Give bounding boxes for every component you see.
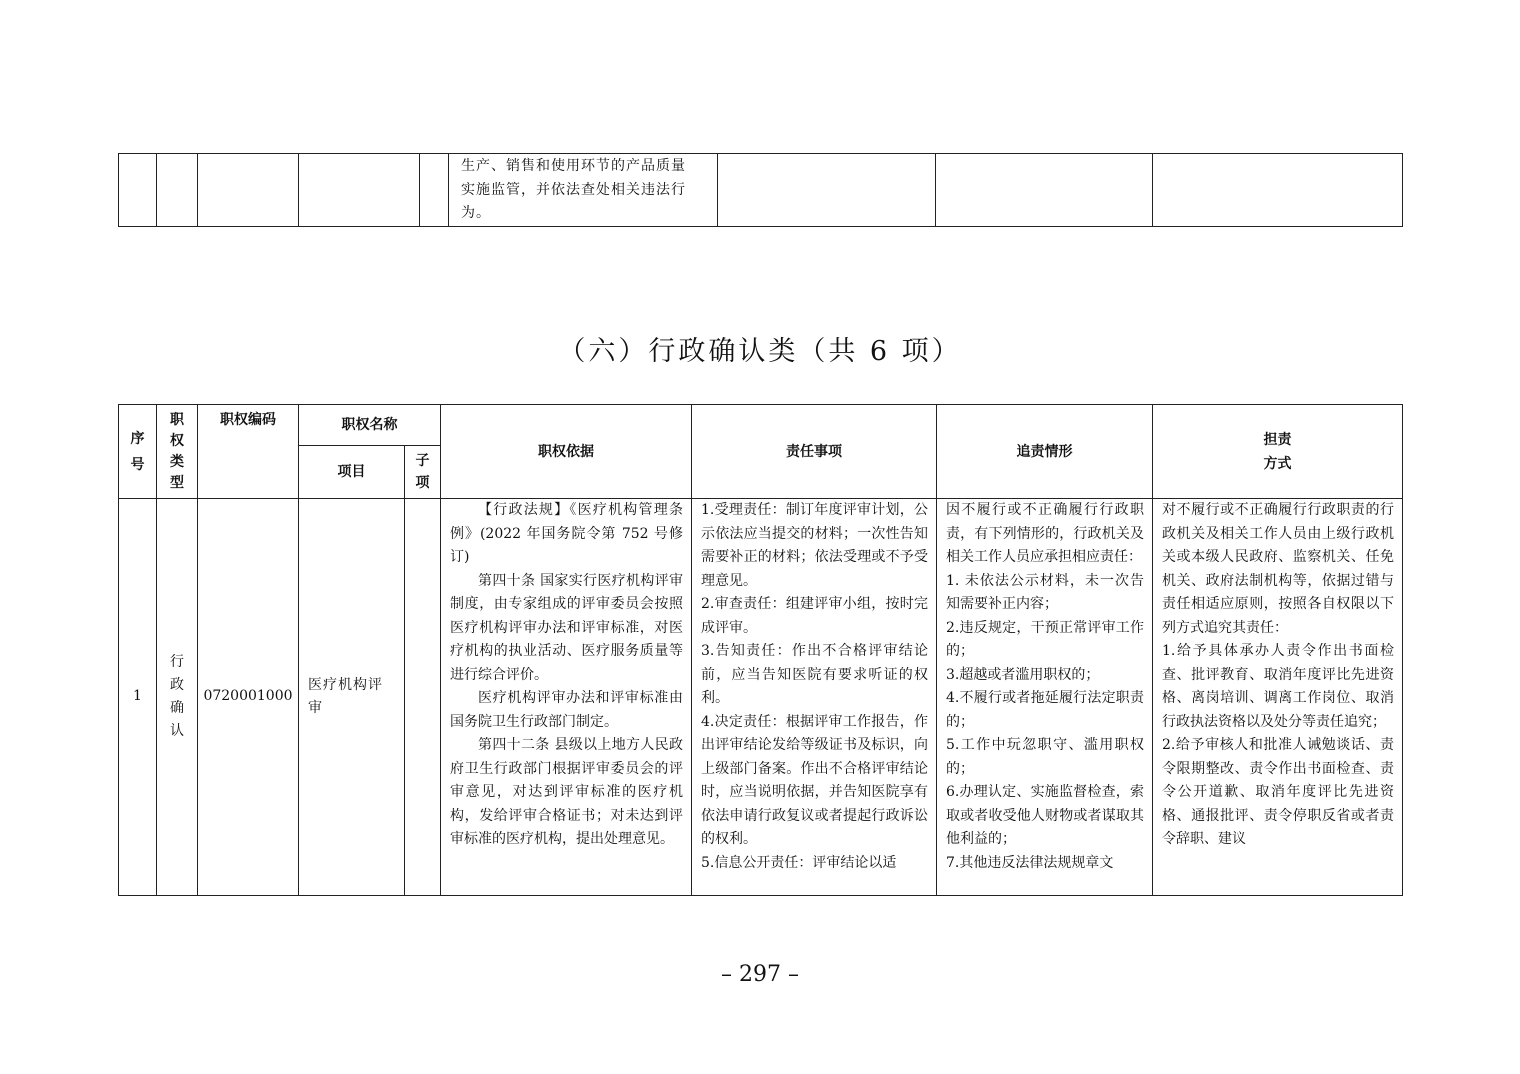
accountability-paragraph: 3.超越或者滥用职权的； (946, 666, 1100, 683)
cell-type: 行 政 确 认 (157, 499, 198, 896)
empty-cell (1153, 154, 1403, 227)
page-number: – 297 – (721, 962, 799, 987)
header-subitem: 子 项 (405, 446, 441, 499)
accountability-paragraph: 因不履行或不正确履行行政职责，有下列情形的，行政机关及相关工作人员应承担相应责任： (946, 502, 1144, 565)
basis-paragraph: 第四十二条 县级以上地方人民政府卫生行政部门根据评审委员会的评审意见，对达到评审标准的医疗机构，发给评审合格证书；对未达到评审标准的医疗机构，提出处理意见。 (450, 737, 683, 847)
responsibility-paragraph: 1.受理责任：制订年度评审计划，公示依法应当提交的材料；一次性告知需要补正的材料；依法受理或不予受理意见。 (701, 502, 928, 589)
header-method-line: 担责 (1263, 431, 1292, 448)
continued-table (118, 153, 1403, 227)
accountability-paragraph: 5.工作中玩忽职守、滥用职权的； (946, 737, 1144, 777)
cell-accountability (937, 499, 1153, 896)
continued-row (119, 154, 1403, 227)
continued-content (449, 154, 718, 227)
accountability-paragraph: 1. 未依法公示材料，未一次告知需要补正内容； (946, 572, 1144, 612)
empty-cell (718, 154, 936, 227)
accountability-paragraph: 2.违反规定，干预正常评审工作的； (946, 619, 1144, 659)
header-basis: 职权依据 (441, 405, 692, 499)
empty-cell (198, 154, 299, 227)
cell-method (1153, 499, 1403, 896)
header-item: 项目 (299, 446, 405, 499)
section-title: （六）行政确认类（共 6 项） (558, 336, 962, 367)
header-row (119, 405, 1403, 446)
cell-seq: 1 (119, 499, 157, 896)
responsibility-paragraph: 5.信息公开责任：评审结论以适 (701, 854, 897, 871)
responsibility-paragraph: 2.审查责任：组建评审小组，按时完成评审。 (701, 596, 928, 636)
cell-responsibility (692, 499, 937, 896)
content-line: 实施监管，并依法查处相关违法行 (461, 181, 686, 198)
basis-paragraph: 【行政法规】《医疗机构管理条例》(2022 年国务院令第 752 号修订) (450, 502, 683, 565)
accountability-paragraph: 7.其他违反法律法规规章文 (946, 854, 1114, 871)
header-method (1153, 405, 1403, 499)
empty-cell (119, 154, 157, 227)
method-paragraph: 1.给予具体承办人责令作出书面检查、批评教育、取消年度评比先进资格、离岗培训、调离工作岗位、取消行政执法资格以及处分等责任追究； (1162, 643, 1394, 730)
content-line: 生产、销售和使用环节的产品质量 (461, 158, 686, 174)
header-code: 职权编码 (198, 405, 299, 499)
empty-cell (420, 154, 449, 227)
basis-paragraph: 医疗机构评审办法和评审标准由国务院卫生行政部门制定。 (450, 690, 683, 730)
empty-cell (299, 154, 420, 227)
cell-item: 医疗机构评 审 (299, 499, 405, 896)
cell-subitem (405, 499, 441, 896)
header-accountability: 追责情形 (937, 405, 1153, 499)
content-line: 为。 (461, 205, 491, 221)
empty-cell (157, 154, 198, 227)
authority-table (118, 404, 1403, 896)
header-method-line: 方式 (1263, 455, 1292, 472)
table-row (119, 499, 1403, 896)
header-type: 职 权 类 型 (157, 405, 198, 499)
header-seq: 序 号 (119, 405, 157, 499)
accountability-paragraph: 4.不履行或者拖延履行法定职责的； (946, 690, 1144, 730)
responsibility-paragraph: 4.决定责任：根据评审工作报告，作出评审结论发给等级证书及标识，向上级部门备案。作出不合格评审结论时，应当说明依据，并告知医院享有依法申请行政复议或者提起行政诉讼的权利。 (701, 713, 928, 847)
method-paragraph: 对不履行或不正确履行行政职责的行政机关及相关工作人员由上级行政机关或本级人民政府、监察机关、任免机关、政府法制机构等，依据过错与责任相适应原则，按照各自权限以下列方式追究其责任： (1162, 502, 1394, 636)
header-name: 职权名称 (299, 405, 441, 446)
accountability-paragraph: 6.办理认定、实施监督检查，索取或者收受他人财物或者谋取其他利益的； (946, 784, 1144, 847)
responsibility-paragraph: 3.告知责任：作出不合格评审结论前，应当告知医院有要求听证的权利。 (701, 643, 928, 706)
empty-cell (936, 154, 1153, 227)
cell-basis (441, 499, 692, 896)
header-responsibility: 责任事项 (692, 405, 937, 499)
cell-code: 0720001000 (198, 499, 299, 896)
method-paragraph: 2.给予审核人和批准人诫勉谈话、责令限期整改、责令作出书面检查、责令公开道歉、取消年度评比先进资格、通报批评、责令停职反省或者责令辞职、建议 (1162, 737, 1394, 847)
basis-paragraph: 第四十条 国家实行医疗机构评审制度，由专家组成的评审委员会按照医疗机构评审办法和评审标准，对医疗机构的执业活动、医疗服务质量等进行综合评价。 (450, 572, 683, 683)
